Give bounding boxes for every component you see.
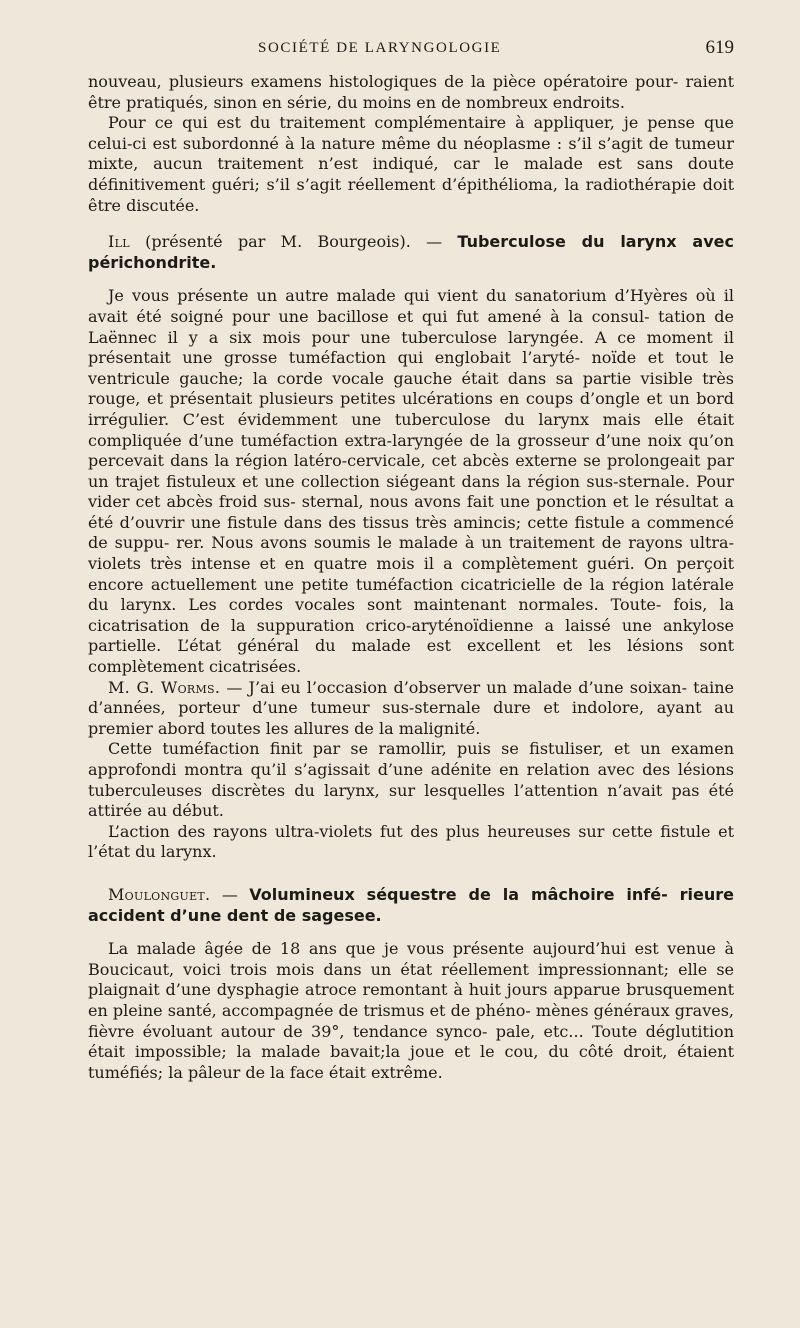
author-name: Ill [108,232,130,252]
paragraph [88,678,734,740]
running-title: SOCIÉTÉ DE LARYNGOLOGIE [258,40,502,56]
section-title: Tuberculose du larynx avec périchondrite. [88,232,734,272]
paragraph: L’action des rayons ultra-violets fut des plus heureuses sur cette fistule et l’état du larynx. [88,821,734,862]
paragraph: Cette tuméfaction finit par se ramollir, puis se fistuliser, et un examen approfondi montra qu’il s’agissait d’une adénite en relation avec des lésions tuberculeuses discrètes du larynx, sur lesquelles l’attention n’avait pas été attirée au début. [88,739,734,821]
book-page [88,36,734,1083]
page-header [88,36,734,66]
presenter-note: (présenté par M. Bourgeois). — [129,232,458,252]
heading-dash: — [210,884,250,904]
author-name: Moulonguet. [108,884,211,904]
section-heading [88,232,734,273]
paragraph: La malade âgée de 18 ans que je vous présente aujourd’hui est venue à Boucicaut, voici trois mois dans un état réellement impressionnant; elle se plaignait d’une dysphagie atroce remontant à huit jours apparue brusquement en pleine santé, accompagnée de trismus et de phéno- mènes généraux graves, fièvre évoluant autour de 39°, tendance synco- pale, etc... Toute déglutition était impossible; la malade bavait;la joue et le cou, du côté droit, étaient tuméfiés; la pâleur de la face était extrême. [88,939,734,1082]
paragraph: Pour ce qui est du traitement complémentaire à appliquer, je pense que celui-ci est subordonné à la nature même du néoplasme : s’il s’agit de tumeur mixte, aucun traitement n’est indiqué, car le malade est sans doute définitivement guéri; s’il s’agit réellement d’épithélioma, la radiothérapie doit être discutée. [88,113,734,215]
page-number: 619 [705,37,734,58]
section-title: Volumineux séquestre de la mâchoire infé- rieure accident d’une dent de sagesee. [88,884,734,925]
paragraph: Je vous présente un autre malade qui vient du sanatorium d’Hyères où il avait été soigné pour une bacillose et qui fut amené à la consul- tation de Laënnec il y a six mois pour une tuberculose laryngée. A ce moment il présentait une grosse tuméfaction qui englobait l’aryté- noïde et tout le ventricule gauche; la corde vocale gauche était dans sa partie visible très rouge, et présentait plusieurs petites ulcérations en coups d’ongle et un bord irrégulier. C’est évidemment une tuberculose du larynx mais elle était compliquée d’une tuméfaction extra-laryngée de la grosseur d’une noix qu’on percevait dans la région latéro-cervicale, cet abcès externe se prolongeait par un trajet fistuleux et une collection siégeant dans la région sus-sternale. Pour vider cet abcès froid sus- sternal, nous avons fait une ponction et le résultat a été d’ouvrir une fistule dans des tissus très amincis; cette fistule a commencé de suppu- rer. Nous avons soumis le malade à un traitement de rayons ultra- violets très intense et en quatre mois il a complètement guéri. On perçoit encore actuellement une petite tuméfaction cicatricielle de la région latérale du larynx. Les cordes vocales sont maintenant normales. Toute- fois, la cicatrisation de la suppuration crico-aryténoïdienne a laissé une ankylose partielle. L’état général du malade est excellent et les lésions sont complètement cicatrisées. [88,286,734,677]
speaker-name: M. G. Worms. [108,677,221,697]
article-body [88,72,734,1083]
section-heading-line [88,885,734,926]
section-heading [88,885,734,926]
paragraph: nouveau, plusieurs examens histologiques de la pièce opératoire pour- raient être pratiqués, sinon en série, du moins en de nombreux endroits. [88,72,734,112]
section-heading-line [88,232,734,273]
speaker-text: — J’ai eu l’occasion d’observer un malade d’une soixan- taine d’années, porteur d’une tumeur sus-sternale dure et indolore, ayant au premier abord toutes les allures de la malignité. [88,677,735,738]
